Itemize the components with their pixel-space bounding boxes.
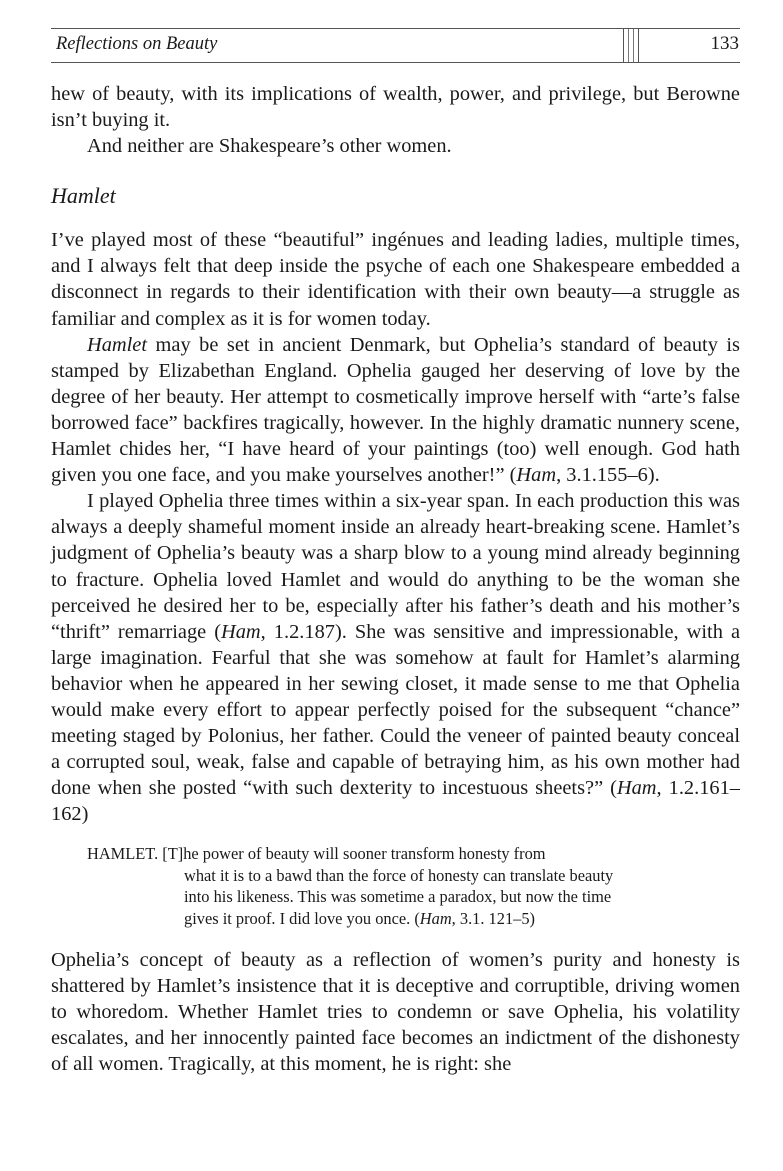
running-header xyxy=(51,28,740,63)
quote-line-1: [T]he power of beauty will sooner transform honesty from xyxy=(158,844,546,864)
quote-first-line xyxy=(87,843,740,864)
paragraph-1: I’ve played most of these “beautiful” ingénues and leading ladies, multiple times, and I always felt that deep inside the psyche of each one Shakespeare embedded a disconnect in regards to their identification with their own beauty—a struggle as familiar and complex as it is for women today. xyxy=(51,229,740,330)
paragraph-3-text-c: , 1.2.161–162) xyxy=(51,777,740,826)
section-heading: Hamlet xyxy=(51,183,116,209)
block-quote xyxy=(87,843,740,929)
quote-line-4-text-a: gives it proof. I did love you once. ( xyxy=(184,908,420,928)
paragraph-intro-2: And neither are Shakespeare’s other women. xyxy=(87,135,452,158)
citation-italic: Ham xyxy=(516,464,557,487)
body-text xyxy=(51,81,740,1078)
play-title-italic: Hamlet xyxy=(87,333,148,356)
citation-italic: Ham xyxy=(221,620,261,643)
paragraph-intro-continued: hew of beauty, with its implications of wealth, power, and privilege, but Berowne isn’t buying it. xyxy=(51,83,740,132)
paragraph-2 xyxy=(51,332,740,489)
paragraph-3-text-a: I played Ophelia three times within a six-year span. In each production this was always a deeply shameful moment inside an already heart-breaking scene. Hamlet’s judgment of Ophelia’s beauty was a sharp blow to a young mind already beginning to fracture. Ophelia loved Hamlet and would do anything to be the woman she perceived he desired her to be, especially after his father’s death and his mother’s “thrift” remarriage ( xyxy=(51,490,740,643)
paragraph-4: Ophelia’s concept of beauty as a reflection of women’s purity and honesty is shattered by Hamlet’s insistence that it is deceptive and corruptible, driving women to whoredom. Whether Hamlet tries to condemn or save Ophelia, his volatility escalates, and her innocently painted face becomes an indictment of the dishonesty of all women. Tragically, at this moment, he is right: she xyxy=(51,949,740,1076)
paragraph-3 xyxy=(51,488,740,827)
citation-italic: Ham xyxy=(616,777,657,800)
quote-line-3: into his likeness. This was sometime a paradox, but now the time xyxy=(184,887,612,907)
paragraph-3-text-b: , 1.2.187). She was sensitive and impressionable, with a large imagination. Fearful that she was somehow at fault for Hamlet’s alarming behavior when he appeared in her sewing closet, it made sense to me that Ophelia would make every effort to appear perfectly poised for the subsequent “chance” meeting staged by Polonius, her father. Could the veneer of painted beauty conceal a corrupted soul, weak, false and capable of betraying him, as his own mother had done when she posted “with such dexterity to incestuous sheets?” ( xyxy=(51,620,740,800)
quote-line-4 xyxy=(87,908,740,929)
quote-line-4-text-b: , 3.1. 121–5) xyxy=(451,908,535,928)
quote-line-2: what it is to a bawd than the force of honesty can translate beauty xyxy=(184,865,614,885)
quote-speaker: HAMLET. xyxy=(87,844,159,864)
paragraph-2-text-b: , 3.1.155–6). xyxy=(556,464,660,487)
book-page xyxy=(51,0,740,1078)
running-title: Reflections on Beauty xyxy=(56,34,218,54)
page-number: 133 xyxy=(710,33,739,54)
header-rule-ornament xyxy=(623,29,639,62)
paragraph-2-text-a: may be set in ancient Denmark, but Ophelia’s standard of beauty is stamped by Elizabethan England. Ophelia gauged her deserving of love by the degree of her beauty. Her attempt to cosmetically improve herself with “arte’s false borrowed face” backfires tragically, however. In the highly dramatic nunnery scene, Hamlet chides her, “I have heard of your paintings (too) well enough. God hath given you one face, and you make yourselves another!” ( xyxy=(51,333,740,487)
citation-italic: Ham xyxy=(419,908,452,928)
